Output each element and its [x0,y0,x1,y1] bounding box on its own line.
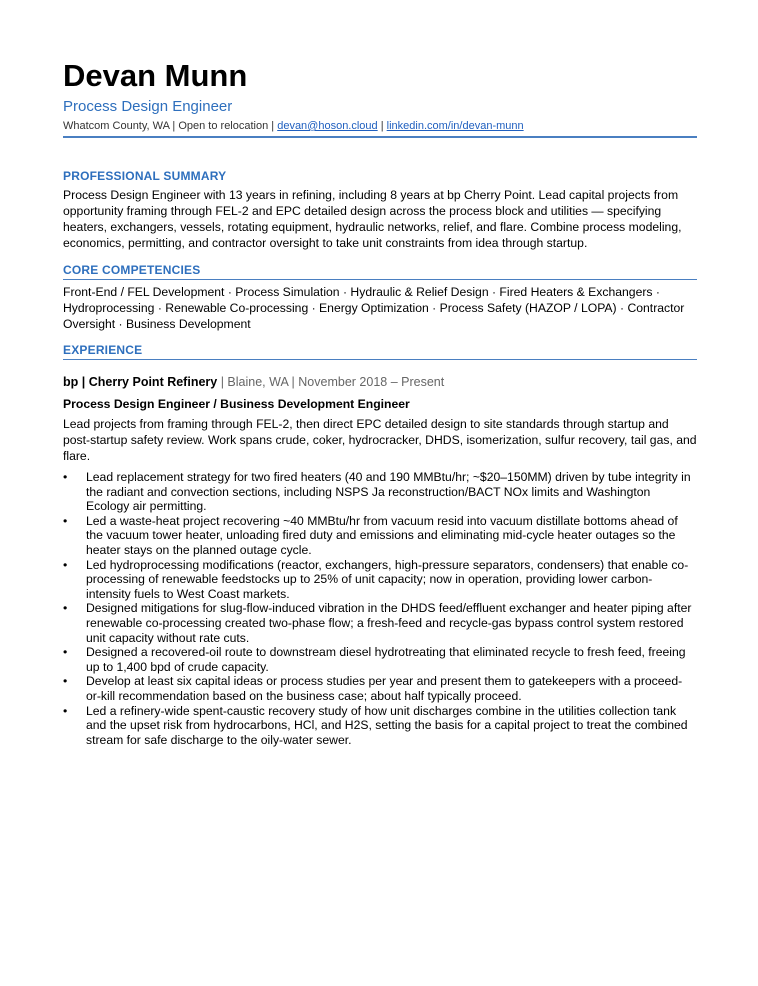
bullet-text: Designed mitigations for slug-flow-induced vibration in the DHDS feed/effluent exchanger and heater piping after renewable co-processing created two-phase flow; a fresh-feed and recycle-gas bypass control system restored unit capacity without rate cuts. [86,601,692,645]
bullet-item [63,674,697,703]
summary-text: Process Design Engineer with 13 years in refining, including 8 years at bp Cherry Point. Lead capital projects from opportunity framing through FEL-2 and EPC detailed design across the process block and utilities — specifying heaters, exchangers, vessels, rotating equipment, hydraulic networks, relief, and flare. Combine process modeling, economics, permitting, and contractor oversight to take unit constraints from idea through startup. [63,188,682,250]
job-header [63,374,697,390]
resume-header [63,58,697,138]
bullet-item [63,645,697,674]
bullet-text: Develop at least six capital ideas or process studies per year and present them to gatekeepers with a proceed-or-kill recommendation based on the business case; about half typically proceed. [86,674,683,703]
bullet-dot-icon: • [63,645,68,660]
job-entry [63,374,697,747]
candidate-name: Devan Munn [63,58,248,93]
competencies-heading: CORE COMPETENCIES [63,263,201,277]
bullet-text: Led a refinery-wide spent-caustic recovery study of how unit discharges combine in the utilities collection tank and the upset risk from hydrocarbons, HCl, and H2S, setting the basis for a capital project to treat the combined stream for safe discharge to the oily-water sewer. [86,703,688,747]
experience-divider [63,359,697,360]
candidate-title: Process Design Engineer [63,98,233,115]
contact-line [63,119,697,133]
bullet-item [63,704,697,748]
header-divider [63,136,697,138]
resume-page [63,58,697,747]
job-meta: | Blaine, WA | November 2018 – Present [217,375,445,389]
bullet-text: Led hydroprocessing modifications (reactor, exchangers, high-pressure separators, condensers) that enable co-processing of renewable feedstocks up to 25% of unit capacity; now in operation, providing lower carbon-intensity fuels to West Coast markets. [86,557,689,601]
job-role: Process Design Engineer / Business Development Engineer [63,397,410,411]
bullet-item [63,470,697,514]
bullet-dot-icon: • [63,470,68,484]
bullet-item [63,601,697,645]
competencies-section [63,263,697,332]
location-text: Whatcom County, WA | Open to relocation | [63,120,278,132]
bullet-dot-icon: • [63,703,68,718]
linkedin-link[interactable]: linkedin.com/in/devan-munn [386,120,524,132]
contact-separator: | [377,120,387,132]
summary-heading: PROFESSIONAL SUMMARY [63,169,227,183]
job-bullets [63,470,697,747]
bullet-dot-icon: • [63,557,68,572]
summary-section [63,169,697,251]
email-link[interactable]: devan@hoson.cloud [277,120,378,132]
experience-section [63,343,697,747]
bullet-dot-icon: • [63,513,68,528]
bullet-dot-icon: • [63,601,68,616]
experience-heading: EXPERIENCE [63,343,143,357]
job-description: Lead projects from framing through FEL-2, then direct EPC detailed design to site standards through startup and post-startup safety review. Work spans crude, coker, hydrocracker, DHDS, isomerization, sulfur recovery, tail gas, and flare. [63,417,697,463]
bullet-item [63,558,697,602]
bullet-item [63,514,697,558]
bullet-dot-icon: • [63,674,68,689]
bullet-text: Led a waste-heat project recovering ~40 MMBtu/hr from vacuum resid into vacuum distillate bottoms ahead of the vacuum tower heater, unloading fired duty and emissions and eliminating mid-cycle heater outages so the heater stays on the planned outage cycle. [86,513,678,557]
competencies-text: Front-End / FEL Development · Process Simulation · Hydraulic & Relief Design · Fired Heaters & Exchangers · Hydroprocessing · Renewable Co-processing · Energy Optimization · Process Safety (HAZOP / LOPA) · Contractor Oversight · Business Development [63,285,685,331]
job-employer: bp | Cherry Point Refinery [63,375,218,389]
competencies-divider [63,279,697,280]
bullet-text: Designed a recovered-oil route to downstream diesel hydrotreating that eliminated recycle to fresh feed, freeing up to 1,400 bpd of crude capacity. [86,645,686,674]
bullet-text: Lead replacement strategy for two fired heaters (40 and 190 MMBtu/hr; ~$20–150MM) driven by tube integrity in the radiant and convection sections, including NSPS Ja reconstruction/BACT NOx limits and Washington Ecology air permitting. [86,470,691,514]
